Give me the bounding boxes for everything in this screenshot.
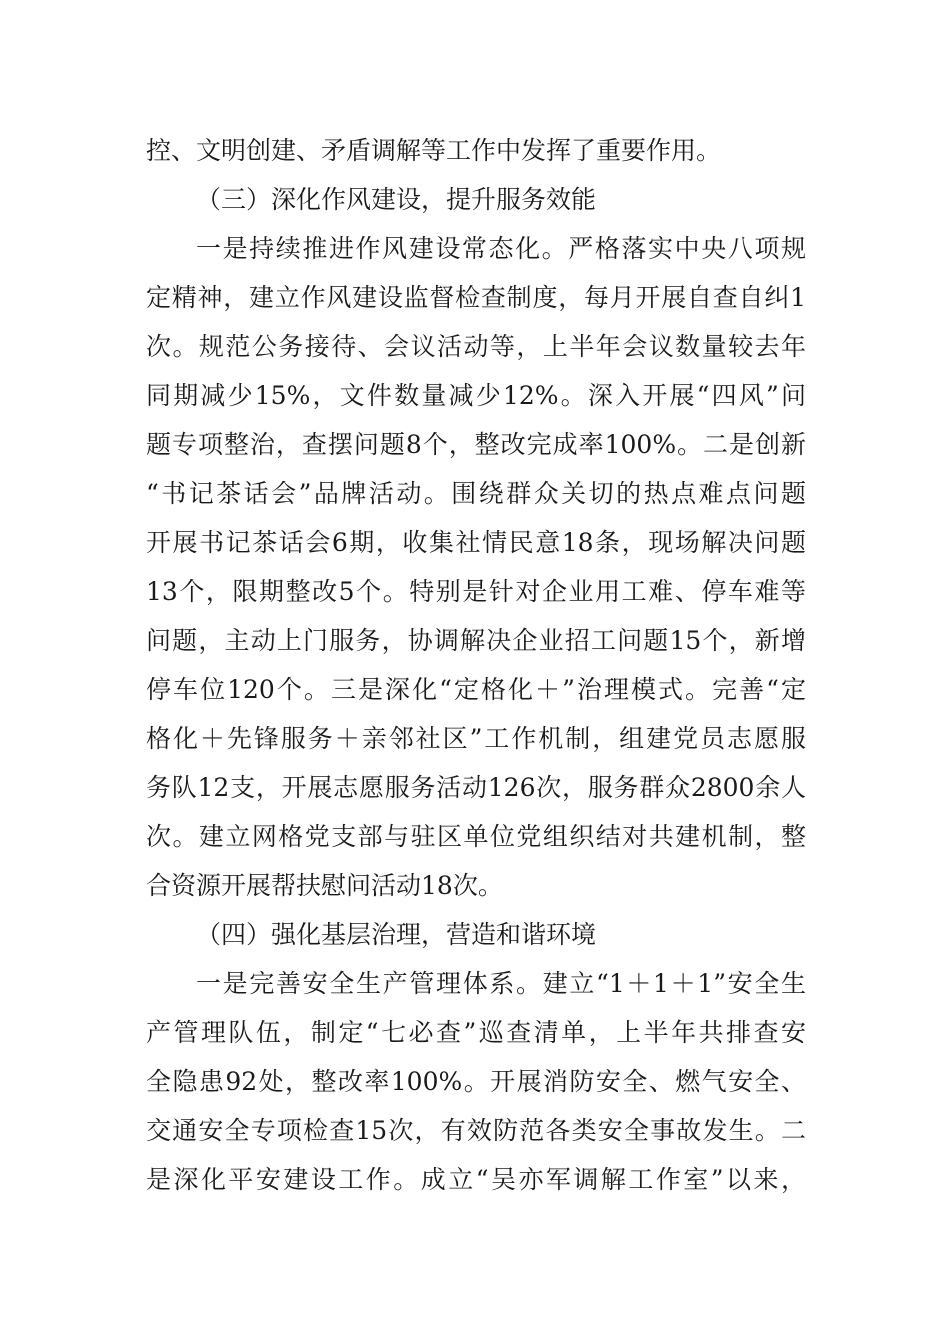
paragraph-line: “书记茶话会”品牌活动。围绕群众关切的热点难点问题 <box>146 479 806 508</box>
paragraph-line: 格化＋先锋服务＋亲邻社区”工作机制，组建党员志愿服 <box>146 724 806 753</box>
paragraph-line: 务队12支，开展志愿服务活动126次，服务群众2800余人 <box>146 773 806 802</box>
paragraph-line: 是深化平安建设工作。成立“吴亦军调解工作室”以来， <box>146 1165 806 1194</box>
section-heading: （三）深化作风建设，提升服务效能 <box>196 185 597 214</box>
paragraph-line: 13个，限期整改5个。特别是针对企业用工难、停车难等 <box>146 577 806 606</box>
paragraph-line: 交通安全专项检查15次，有效防范各类安全事故发生。二 <box>146 1116 806 1145</box>
paragraph-line: 全隐患92处，整改率100%。开展消防安全、燃气安全、 <box>146 1067 806 1096</box>
paragraph-line: 定精神，建立作风建设监督检查制度，每月开展自查自纠1 <box>146 283 806 312</box>
paragraph-line: 同期减少15%，文件数量减少12%。深入开展“四风”问 <box>146 381 806 410</box>
paragraph-line: 产管理队伍，制定“七必查”巡查清单，上半年共排查安 <box>146 1018 806 1047</box>
paragraph-line: 控、文明创建、矛盾调解等工作中发挥了重要作用。 <box>146 136 722 165</box>
paragraph-line: 停车位120个。三是深化“定格化＋”治理模式。完善“定 <box>146 675 806 704</box>
paragraph-line: 一是完善安全生产管理体系。建立“1＋1＋1”安全生 <box>196 969 806 998</box>
paragraph-line: 一是持续推进作风建设常态化。严格落实中央八项规 <box>196 234 806 263</box>
paragraph-line: 题专项整治，查摆问题8个，整改完成率100%。二是创新 <box>146 430 806 459</box>
paragraph-line: 次。建立网格党支部与驻区单位党组织结对共建机制，整 <box>146 822 806 851</box>
section-heading: （四）强化基层治理，营造和谐环境 <box>196 920 597 949</box>
paragraph-line: 开展书记茶话会6期，收集社情民意18条，现场解决问题 <box>146 528 806 557</box>
paragraph-line: 次。规范公务接待、会议活动等，上半年会议数量较去年 <box>146 332 806 361</box>
paragraph-line: 问题，主动上门服务，协调解决企业招工问题15个，新增 <box>146 626 806 655</box>
paragraph-line: 合资源开展帮扶慰问活动18次。 <box>146 871 503 900</box>
